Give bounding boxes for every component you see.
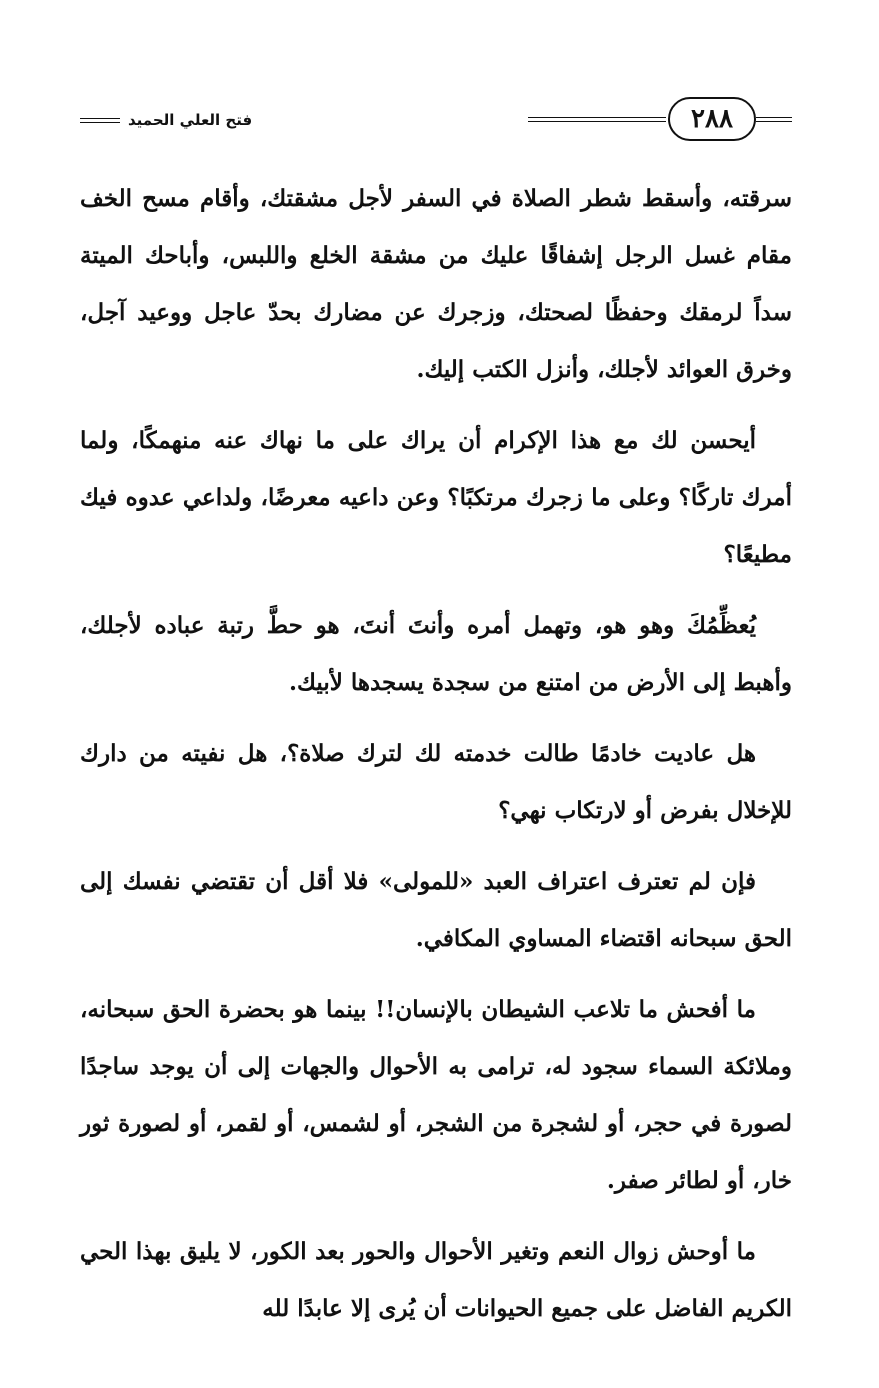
header-rule-left (528, 117, 666, 122)
running-head-rule (80, 118, 120, 123)
page-body (80, 170, 792, 1351)
page-number: ٢٨٨ (668, 97, 756, 141)
page-header (80, 92, 792, 152)
paragraph-3: يُعظِّمُكَ وهو هو، وتهمل أمره وأنتَ أنتَ، هو حطَّ رتبة عباده لأجلك، وأهبط إلى الأرض من امتنع من سجدة يسجدها لأبيك. (80, 612, 792, 696)
header-rule-right (756, 117, 792, 122)
paragraph-5: فإن لم تعترف اعتراف العبد «للمولى» فلا أقل أن تقتضي نفسك إلى الحق سبحانه اقتضاء المساوي المكافي. (80, 868, 792, 952)
book-title: فتح العلي الحميد (128, 111, 253, 129)
paragraph-2: أيحسن لك مع هذا الإكرام أن يراك على ما نهاك عنه منهمكًا، ولما أمرك تاركًا؟ وعلى ما زجرك مرتكبًا؟ وعن داعيه معرضًا، ولداعي عدوه فيك مطيعًا؟ (80, 427, 792, 568)
paragraph-4: هل عاديت خادمًا طالت خدمته لك لترك صلاة؟، هل نفيته من دارك للإخلال بفرض أو لارتكاب نهي؟ (80, 740, 792, 824)
running-head (80, 108, 252, 132)
paragraph-6: ما أفحش ما تلاعب الشيطان بالإنسان!! بينما هو بحضرة الحق سبحانه، وملائكة السماء سجود له، ترامى به الأحوال والجهات إلى أن يوجد ساجدًا لصورة في حجر، أو لشجرة من الشجر، أو لشمس، أو لقمر، أو لصورة ثور خار، أو لطائر صفر. (80, 996, 792, 1194)
paragraph-1: سرقته، وأسقط شطر الصلاة في السفر لأجل مشقتك، وأقام مسح الخف مقام غسل الرجل إشفاقًا عليك من مشقة الخلع واللبس، وأباحك الميتة سداً لرمقك وحفظًا لصحتك، وزجرك عن مضارك بحدّ عاجل ووعيد آجل، وخرق العوائد لأجلك، وأنزل الكتب إليك. (80, 185, 792, 383)
paragraph-7: ما أوحش زوال النعم وتغير الأحوال والحور بعد الكور، لا يليق بهذا الحي الكريم الفاضل على جميع الحيوانات أن يُرى إلا عابدًا لله (80, 1238, 792, 1322)
